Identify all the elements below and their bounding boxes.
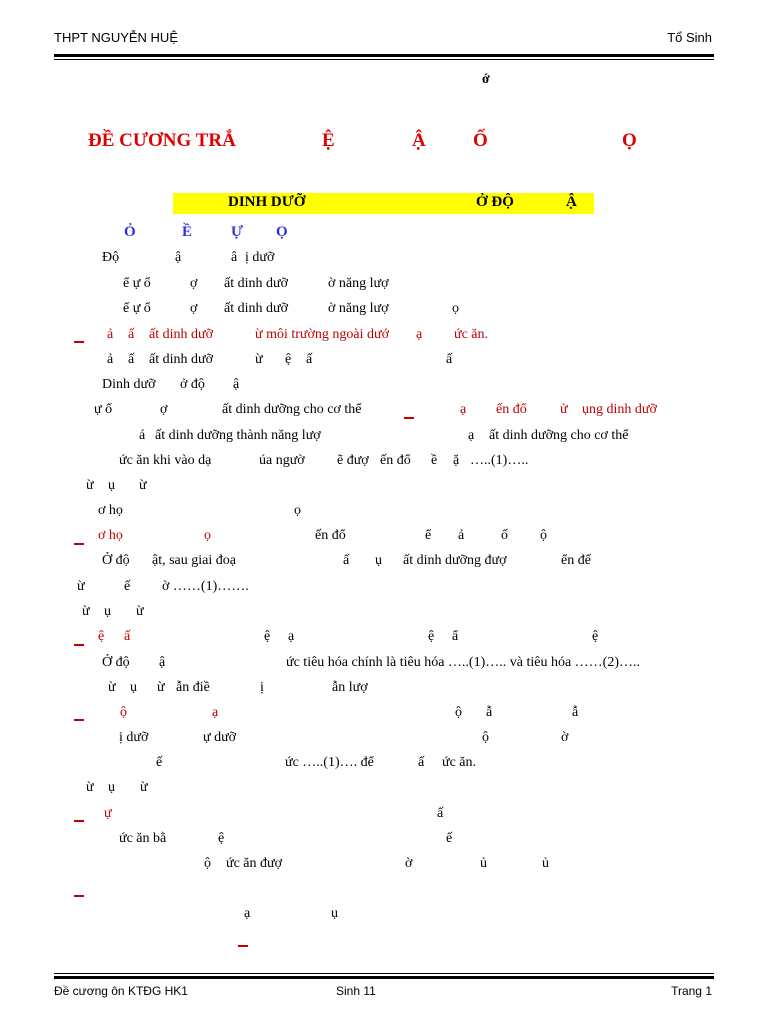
body-line: ộ ạ ộ ẫ ẫ xyxy=(120,705,579,720)
body-line: ộ ức ăn đượ ờ ủ ủ xyxy=(204,856,549,871)
footer-left: Đề cương ôn KTĐG HK1 xyxy=(54,984,188,998)
footer-rule-thin xyxy=(54,973,714,974)
top-fragment: ớ xyxy=(482,72,490,87)
header-department: Tổ Sinh xyxy=(667,30,712,45)
red-bullet-dash xyxy=(74,543,84,545)
subheading: Ỏ Ề Ự Ọ xyxy=(124,224,288,240)
document-title: ĐỀ CƯƠNG TRẮ Ệ Ậ Ố Ọ xyxy=(88,130,637,151)
body-line: ạ ụ xyxy=(244,906,338,921)
section-heading-highlight: DINH DƯỠ Ở ĐỘ Ậ xyxy=(173,193,594,214)
header-rule-thin xyxy=(54,59,714,60)
red-bullet-dash xyxy=(74,895,84,897)
footer-center: Sinh 11 xyxy=(336,984,376,998)
red-bullet-dash xyxy=(74,341,84,343)
red-bullet-dash xyxy=(74,820,84,822)
footer-rule-thick xyxy=(54,976,714,979)
red-bullet-dash xyxy=(404,417,414,419)
body-line: Ở độ ậ ức tiêu hóa chính là tiêu hóa …..(1)….. và tiêu hóa ……(2)….. xyxy=(102,655,640,670)
body-line: ừ ụ ừ xyxy=(86,478,147,493)
body-line: ả ấ ất dinh dưỡ ừ môi trường ngoài dướ ạ ức ăn. xyxy=(107,327,489,342)
red-bullet-dash xyxy=(74,719,84,721)
body-line: ừ ế ờ ……(1)……. xyxy=(77,579,249,594)
body-line: Dinh dưỡ ở độ ậ xyxy=(102,377,240,392)
body-line: ức ăn bằ ệ ế xyxy=(119,831,453,846)
body-line: ơ họ ọ xyxy=(98,503,301,518)
body-line: ị dưỡ ự dưỡ ộ ờ xyxy=(119,730,569,745)
body-line: ế ức …..(1)…. để ấ ức ăn. xyxy=(156,755,477,770)
body-line: ơ họ ọ ến đổ ể ả ố ộ xyxy=(98,528,547,543)
body-line: ừ ụ ừ ẫn điề ị ẫn lượ xyxy=(108,680,368,695)
body-line: Độ ậ â ị dưỡ xyxy=(102,250,275,265)
header-school: THPT NGUYỄN HUỆ xyxy=(54,30,178,45)
body-line: ể ự ổ ợ ất dinh dưỡ ờ năng lượ xyxy=(123,276,389,291)
body-line: ể ự ổ ợ ất dinh dưỡ ờ năng lượ ọ xyxy=(123,301,459,316)
body-line: ừ ụ ừ xyxy=(86,780,148,795)
header-rule-thick xyxy=(54,54,714,57)
body-line: ả ấ ất dinh dưỡ ừ ệ ấ ấ xyxy=(107,352,453,367)
body-line: ừ ụ ừ xyxy=(82,604,144,619)
red-bullet-dash xyxy=(238,945,248,947)
red-bullet-dash xyxy=(74,644,84,646)
body-line: ự ổ ợ ất dinh dưỡng cho cơ thể ạ ến đổ ử ụng dinh dưỡ xyxy=(94,402,657,417)
body-line: ệ ấ ệ ạ ệ ẩ ệ xyxy=(98,629,599,644)
footer-page-number: Trang 1 xyxy=(671,984,712,998)
body-line: ức ăn khi vào dạ úa ngườ ẽ đượ ến đổ ề ặ …..(1)….. xyxy=(119,453,529,468)
body-line: ự ấ xyxy=(104,806,444,821)
body-line: Ở độ ật, sau giai đoạ ấ ụ ất dinh dưỡng đượ ển đế xyxy=(102,553,591,568)
body-line: á ất dinh dưỡng thành năng lượ ạ ất dinh dưỡng cho cơ thể xyxy=(139,428,629,443)
